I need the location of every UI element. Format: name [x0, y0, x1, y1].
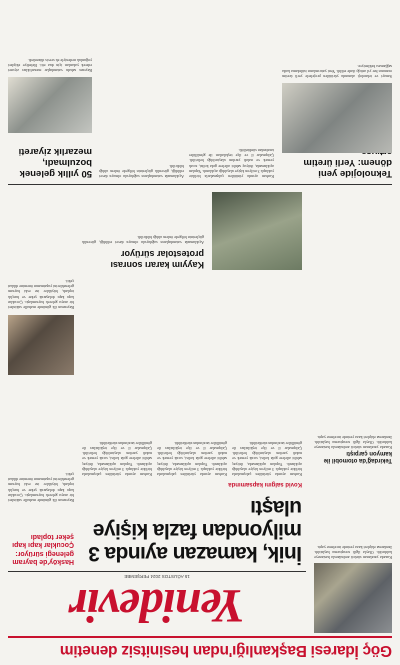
- bottom-left-headline: Teknolojide yeni dönem: Yerli üretim: [303, 157, 392, 179]
- left-top-photo: [314, 563, 392, 633]
- bottom-mid-body-1: Kurban ayında yürütülen çalışmalarla birlikte yaklaşık 3 milyon kişiye ulaşıldığı açıklandı. Yapılan açıklamada, ihtiyaç sahibi ailelere gıda kolisi, sıcak yemek ve nakdi yardım ulaştırıldığı belirtildi. Çalışmalar il ve ilçe teşkilatları ile gönüllüler tarafından sürdürüldü.: [189, 147, 274, 179]
- right-story-body: Bayramın ilk gününde mahalle sakinleri bir araya gelerek bayramlaştı. Çocuklar kapı kapı dolaşarak şeker ve harçlık topladı, büyükler ise eski bayram geleneklerini yaşatmanın önemine dikkat çekti.: [8, 471, 74, 503]
- left-top-text: Kazada yaralanan sürücü ambulansla hastaneye kaldırıldı. Olayla ilgili soruşturma başlatıldı. Jandarma ekipleri kaza yerinde inceleme yaptı.: [314, 544, 392, 560]
- bottom-rule: [8, 184, 392, 185]
- lead-body-col-3: Kurban ayında yürütülen çalışmalarla birlikte yaklaşık 3 milyon kişiye ulaşıldığı açıklandı. Yapılan açıklamada, ihtiyaç sahibi ailelere gıda kolisi, sıcak yemek ve nakdi yardım ulaştırıldığı belirtildi. Çalışmalar il ve ilçe teşkilatları ile gönüllüler tarafından sürdürüldü.: [82, 440, 152, 477]
- lead-body-col-2: Kurban ayında yürütülen çalışmalarla birlikte yaklaşık 3 milyon kişiye ulaşıldığı açıklandı. Yapılan açıklamada, ihtiyaç sahibi ailelere gıda kolisi, sıcak yemek ve nakdi yardım ulaştırıldığı belirtildi. Çalışmalar il ve ilçe teşkilatları ile gönüllüler tarafından sürdürüldü.: [157, 440, 227, 477]
- bottom-left-body: Sanayi ve teknoloji alanında yürütülen projelerle yerli üretim oranının her yıl arttığı ifade edildi. Yeni yatırımların istihdama katkı sağlaması bekleniyor.: [282, 63, 392, 79]
- right-story-headline: Hasköy'de bayram gelenegi sürüyor: Çocuklar kapı kapı şeker topladı: [12, 532, 74, 565]
- left-top-headline: Tekirdağ'da otomobil ile kamyon çarpıştı: [323, 450, 392, 463]
- lead-headline: İnik, kamazan ayında 3 milyondan fazla kişiye ulaştı: [88, 496, 302, 565]
- lead-body-col-1: Kurban ayında yürütülen çalışmalarla birlikte yaklaşık 3 milyon kişiye ulaşıldığı açıklandı. Yapılan açıklamada, ihtiyaç sahibi ailelere gıda kolisi, sıcak yemek ve nakdi yardım ulaştırıldığı belirtildi. Çalışmalar il ve ilçe teşkilatları ile gönüllüler tarafından sürdürüldü.: [232, 440, 302, 477]
- bottom-right-body: Bayram sabahı vatandaşlar mezarlıkları ziyaret ederek yakınları için dua etti. Belediye ekipleri yoğunluk nedeniyle ek servis düzenledi.: [8, 57, 92, 73]
- bottom-left-photo: [282, 83, 392, 153]
- masthead-rule: [8, 571, 306, 572]
- mid-story-headline: Kayyım kararı sonrası protestolar sürüyor: [110, 249, 204, 270]
- mid-photo: [212, 192, 302, 270]
- bottom-right-photo: [8, 77, 92, 133]
- bottom-right-headline: 50 yıllık gelenek bozulmadı, mezarlık ziyareti: [18, 146, 92, 179]
- masthead-date: 15 AĞUSTOS 2024 PERŞEMBE: [124, 574, 190, 579]
- top-banner-headline: Göç İdaresi Başkanlığı'ndan hesinitsiz denetim: [60, 642, 392, 659]
- left-mid-text: Kazada yaralanan sürücü ambulansla hastaneye kaldırıldı. Olayla ilgili soruşturma başlatıldı. Jandarma ekipleri kaza yerinde inceleme yaptı.: [314, 434, 392, 450]
- top-banner-rule: [8, 637, 392, 639]
- lead-kicker: Kovid salgını kapsamında: [228, 481, 302, 487]
- bottom-mid-body-2: Açıklamada vatandaşların sağduyulu olmaya davet edildiği, güvenlik güçlerinin bölgede önlem aldığı bildirildi.: [99, 163, 184, 179]
- masthead-brand: Yenidevir: [69, 579, 245, 632]
- right-mid-text: Bayramın ilk gününde mahalle sakinleri bir araya gelerek bayramlaştı. Çocuklar kapı kapı dolaşarak şeker ve harçlık topladı, büyükler ise eski bayram geleneklerini yaşatmanın önemine dikkat çekti.: [8, 278, 74, 310]
- right-mid-photo: [8, 315, 74, 375]
- mid-story-body: Açıklamada vatandaşların sağduyulu olmaya davet edildiği, güvenlik güçlerinin bölgede önlem aldığı bildirildi.: [82, 234, 204, 245]
